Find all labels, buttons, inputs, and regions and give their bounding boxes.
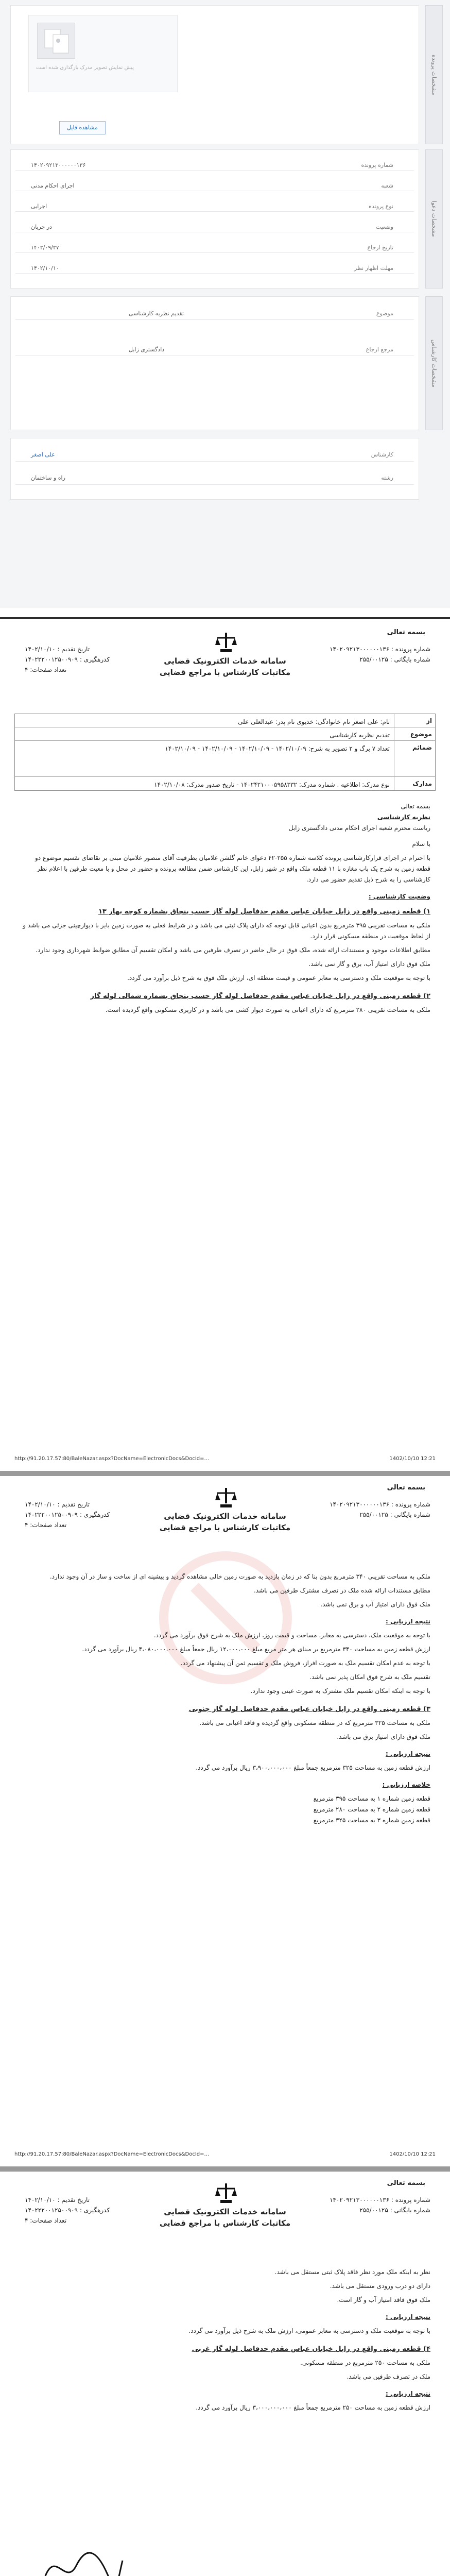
addressee: ریاست محترم شعبه اجرای احکام مدنی دادگستری زابل [288, 824, 430, 832]
row-label: شماره پرونده [361, 162, 393, 168]
case-info-block [327, 644, 430, 665]
item-heading: ۴) قطعه زمینی واقع در زابل خیابان عباس مقدم حدفاصل لوله گاز غربی [192, 2345, 430, 2353]
meta-table [14, 714, 436, 791]
page-footer [14, 1456, 436, 1464]
view-file-button[interactable]: مشاهده فایل [59, 121, 106, 134]
section-heading: خلاصه ارزیابی : [382, 1781, 430, 1788]
archive-number: شماره بایگانی : ۲۵۵/۰۰۱۲۵ [359, 656, 430, 663]
bismillah: بسمه تعالی [387, 2179, 425, 2187]
paragraph: با توجه به موقعیت ملک و دسترسی به معابر عمومی و قیمت منطقه ای، ارزش ملک فوق به شرح ذیل برآورد می گردد. [127, 974, 430, 981]
case-info-block [327, 2195, 430, 2215]
page-footer [14, 2151, 436, 2160]
page-count: تعداد صفحات: ۴ [25, 1521, 67, 1529]
paragraph: با احترام در اجرای قرارکارشناسی پرونده کلاسه شماره ۲۵۵-۴۲ دعوای خانم گلشن غلامیان بطرفیت آقای منصور غلامیان مبنی بر تقاضای تقسیم موضوع دو قطعه زمین به شرح یک باب مغازه با ۱۱ قطعه ملک واقع در شهر زابل، این کارشناس ضمن مطالعه پرونده و حضور در محل و با معیت طرفین با اعلام نظر کارشناسی را به شرح ذیل تقدیم حضور می دارد. [34, 854, 430, 883]
item-heading: ۱) قطعه زمینی واقع در زابل خیابان عباس مقدم حدفاصل لوله گاز حسب بنچاق بشماره کوچه بهار ۱۳ [98, 908, 430, 916]
row-value: تقدیم نظریه کارشناسی [129, 310, 184, 317]
document-thumbnail[interactable] [28, 15, 178, 92]
row-value: ۱۴۰۲/۱۰/۱۰ [31, 265, 59, 272]
meta-value: تقدیم نظریه کارشناسی [330, 732, 390, 739]
org-subtitle: مکاتبات کارشناس با مراجع قضایی [159, 2218, 291, 2228]
paragraph: ملک در تصرف طرفین می باشد. [347, 2373, 430, 2380]
paragraph: ملکی به مساحت تقریبی ۳۴۰ مترمربع بدون بنا که در زمان بازدید به صورت زمین خالی مشاهده گردید و پیشینه ای از ساخت و ساز در آن وجود ندارد. [49, 1573, 430, 1580]
paragraph: ملکی به مساحت تقریبی ۳۹۵ مترمربع بدون اعیانی قابل توجه که دارای پلاک ثبتی می باشد و در شرایط فعلی به صورت زمین بایر با دیوارچینی جزئی می باشد و از لحاظ موقعیت در منطقه مسکونی قرار دارد. [23, 922, 430, 940]
org-subtitle: مکاتبات کارشناس با مراجع قضایی [159, 668, 291, 677]
letter-page-1 [4, 623, 446, 1468]
footer-url: http://91.20.17.57:80/BaleNazar.aspx?DocName=ElectronicDocs&DocId=... [14, 1456, 210, 1462]
row-label: وضعیت [375, 224, 393, 230]
archive-number: شماره بایگانی : ۲۵۵/۰۰۱۲۵ [359, 1511, 430, 1518]
list-item: قطعه زمین شماره ۲ به مساحت ۲۸۰ مترمربع [313, 1806, 430, 1813]
archive-number: شماره بایگانی : ۲۵۵/۰۰۱۲۵ [359, 2207, 430, 2214]
page-separator [0, 1471, 450, 1476]
item-heading: ۲) قطعه زمینی واقع در زابل خیابان عباس مقدم حدفاصل لوله گاز حسب بنچاق بشماره شمالی لوله گاز [90, 992, 430, 1000]
meta-value: تعداد ۷ برگ و ۲ تصویر به شرح: ۱۴۰۲/۱۰/۰۹ - ۱۴۰۲/۱۰/۰۹ - ۱۴۰۲/۱۰/۰۹ - ۱۴۰۲/۱۰/۰۹ [165, 745, 390, 752]
row-value[interactable]: علی اصغر [31, 451, 55, 458]
footer-url: http://91.20.17.57:80/BaleNazar.aspx?DocName=ElectronicDocs&DocId=... [14, 2151, 210, 2157]
letter-body [20, 1571, 430, 1826]
list-item: قطعه زمین شماره ۱ به مساحت ۳۹۵ مترمربع [313, 1795, 430, 1802]
tracking-code: کدرهگیری : ۱۴۰۲۲۲۰۰۱۲۵۰۰۹۰۹ [25, 656, 110, 663]
paragraph: با توجه به عدم امکان تقسیم ملک به صورت افراز، فروش ملک و تقسیم ثمن آن پیشنهاد می گردد. [180, 1659, 430, 1667]
judiciary-emblem-icon [215, 2181, 237, 2205]
letter-body [20, 2267, 430, 2413]
paragraph: تقسیم ملک به شرح فوق امکان پذیر نمی باشد. [309, 1673, 430, 1681]
letter-body [20, 801, 430, 1015]
row-value: ۱۴۰۲/۰۹/۲۷ [31, 244, 59, 251]
subject-panel [10, 296, 419, 430]
section-heading: نتیجه ارزیابی : [386, 2313, 430, 2320]
org-subtitle: مکاتبات کارشناس با مراجع قضایی [159, 1523, 291, 1532]
meta-key: موضوع [394, 727, 435, 740]
salutation: بسمه تعالی [401, 803, 430, 810]
letter-header [4, 2174, 446, 2262]
paragraph: نظر به اینکه ملک مورد نظر فاقد پلاک ثبتی مستقل می باشد. [274, 2268, 430, 2276]
meta-key: از [394, 714, 435, 727]
paragraph: مطابق اطلاعات موجود و مستندات ارائه شده، ملک فوق در حال حاضر در تصرف طرفین می باشد و امکان تقسیم آن مطابق ضوابط شهرداری وجود ندارد. [36, 946, 430, 954]
org-title: سامانه خدمات الکترونیک قضایی [164, 1512, 286, 1521]
submit-date: تاریخ تقدیم : ۱۴۰۲/۱۰/۱۰ [25, 2196, 90, 2204]
case-number: شماره پرونده : ۱۴۰۲۰۹۲۱۳۰۰۰۰۰۰۱۳۶ [330, 646, 430, 653]
row-label: رشته [381, 474, 393, 481]
row-value: ۱۴۰۲۰۹۲۱۳۰۰۰۰۰۰۱۳۶ [31, 162, 86, 168]
tracking-code: کدرهگیری : ۱۴۰۲۲۲۰۰۱۲۵۰۰۹۰۹ [25, 2207, 110, 2214]
row-label: موضوع [376, 310, 393, 317]
submit-date: تاریخ تقدیم : ۱۴۰۲/۱۰/۱۰ [25, 646, 90, 653]
thumbnail-caption: پیش نمایش تصویر مدرک بارگذاری شده است [36, 65, 134, 71]
row-label: نوع پرونده [369, 203, 393, 210]
paragraph: ملک فوق دارای امتیاز آب، برق و گاز نمی باشد. [308, 960, 430, 968]
row-value: اجرایی [31, 203, 47, 210]
bismillah: بسمه تعالی [387, 1484, 425, 1492]
case-number: شماره پرونده : ۱۴۰۲۰۹۲۱۳۰۰۰۰۰۰۱۳۶ [330, 1501, 430, 1508]
section-heading: نتیجه ارزیابی : [386, 1750, 430, 1757]
submission-info-block [25, 644, 133, 675]
footer-timestamp: 1402/10/10 12:21 [389, 2151, 436, 2157]
section-heading: نتیجه ارزیابی : [386, 2390, 430, 2397]
tracking-code: کدرهگیری : ۱۴۰۲۲۲۰۰۱۲۵۰۰۹۰۹ [25, 1511, 110, 1518]
row-label: مهلت اظهار نظر [354, 265, 393, 272]
subject: نظریه کارشناسی [377, 814, 430, 821]
paragraph: مطابق مستندات ارائه شده ملک در تصرف مشترک طرفین می باشد. [253, 1587, 430, 1594]
tab-claim-info[interactable]: مشخصات دعوا [425, 149, 443, 289]
bismillah: بسمه تعالی [387, 629, 425, 636]
page-count: تعداد صفحات: ۴ [25, 2217, 67, 2224]
meta-key: مدارک [394, 777, 435, 790]
case-info-block [327, 1499, 430, 1520]
org-title: سامانه خدمات الکترونیک قضایی [164, 656, 286, 666]
letter-page-2 [4, 1479, 446, 2164]
paragraph: ارزش قطعه زمین به مساحت ۳۴۰ مترمربع بر مبنای هر متر مربع مبلغ ۱۲،۰۰۰،۰۰۰ ریال جمعاً مبلغ ۴،۰۸۰،۰۰۰،۰۰۰ ریال برآورد می گردد. [82, 1646, 430, 1653]
document-preview-panel [10, 5, 419, 144]
paragraph: ملکی به مساحت تقریبی ۲۸۰ مترمربع که دارای اعیانی به صورت دیوار کشی می باشد و در کاربری مسکونی واقع گردیده است. [105, 1006, 430, 1013]
submission-info-block [25, 1499, 133, 1530]
submission-info-block [25, 2195, 133, 2226]
paragraph: با توجه به موقعیت ملک و دسترسی به معابر عمومی، ارزش ملک به شرح ذیل برآورد می گردد. [188, 2327, 430, 2334]
signature-icon [35, 2545, 128, 2576]
section-heading: وضعیت کارشناسی : [368, 893, 430, 900]
judiciary-emblem-icon [215, 1486, 237, 1510]
paragraph: ملک فوق دارای امتیاز برق می باشد. [337, 1733, 430, 1740]
tab-case-info[interactable]: مشخصات پرونده [425, 5, 443, 144]
paragraph: با توجه به اینکه امکان تقسیم ملک مشترک به صورت عینی وجود ندارد. [250, 1687, 430, 1694]
meta-key: ضمائم [394, 741, 435, 776]
paragraph: دارای دو درب ورودی مستقل می باشد. [330, 2282, 430, 2290]
page-count: تعداد صفحات: ۴ [25, 666, 67, 673]
meta-value: نوع مدرک: اطلاعیه . شماره مدرک: ۱۴۰۲۴۲۱۰۰۰۵۹۵۸۳۳۲ - تاریخ صدور مدرک: ۱۴۰۲/۱۰/۰۸ [154, 781, 390, 788]
section-heading: نتیجه ارزیابی : [386, 1618, 430, 1625]
paragraph: ملک فوق فاقد امتیاز آب و گاز است. [337, 2296, 430, 2303]
list-item: قطعه زمین شماره ۳ به مساحت ۳۲۵ مترمربع [313, 1817, 430, 1824]
row-value: اجرای احکام مدنی [31, 182, 75, 189]
submit-date: تاریخ تقدیم : ۱۴۰۲/۱۰/۱۰ [25, 1501, 90, 1508]
case-number: شماره پرونده : ۱۴۰۲۰۹۲۱۳۰۰۰۰۰۰۱۳۶ [330, 2196, 430, 2204]
row-label: کارشناس [371, 451, 393, 458]
row-value: دادگستری زابل [129, 346, 165, 353]
letter-header [4, 623, 446, 711]
row-label: مرجع ارجاع [366, 346, 393, 353]
row-label: شعبه [381, 182, 393, 189]
paragraph: با توجه به موقعیت ملک، دسترسی به معابر، مساحت و قیمت روز، ارزش ملک به شرح فوق برآورد می گردد. [153, 1632, 430, 1639]
portal-screen [0, 0, 450, 608]
section-divider [0, 617, 450, 619]
paragraph: ملکی به مساحت ۲۵۰ مترمربع در منطقه مسکونی. [300, 2359, 430, 2366]
org-title: سامانه خدمات الکترونیک قضایی [164, 2207, 286, 2216]
item-heading: ۳) قطعه زمینی واقع در زابل خیابان عباس مقدم حدفاصل لوله گاز جنوبی [188, 1705, 430, 1713]
page-separator [0, 2166, 450, 2172]
judiciary-emblem-icon [215, 631, 237, 654]
paragraph: ملکی به مساحت ۳۲۵ مترمربع که در منطقه مسکونی واقع گردیده و فاقد اعیانی می باشد. [199, 1719, 430, 1726]
letter-page-3 [4, 2174, 446, 2576]
paragraph: ارزش قطعه زمین به مساحت ۲۵۰ مترمربع جمعاً مبلغ ۳،۰۰۰،۰۰۰،۰۰۰ ریال برآورد می گردد. [196, 2404, 430, 2411]
footer-timestamp: 1402/10/10 12:21 [389, 1456, 436, 1462]
row-value: در جریان [31, 224, 53, 230]
meta-value: نام: علی اصغر نام خانوادگی: خدیوی نام پدر: عبدالعلی علی [238, 718, 390, 725]
greeting: با سلام [412, 840, 430, 848]
row-label: تاریخ ارجاع [367, 244, 393, 251]
tab-expert-info[interactable]: مشخصات کارشناس [425, 296, 443, 430]
paragraph: ملک فوق دارای امتیاز آب و برق نمی باشد. [320, 1601, 430, 1608]
paragraph: ارزش قطعه زمین به مساحت ۳۲۵ مترمربع جمعاً مبلغ ۳،۹۰۰،۰۰۰،۰۰۰ ریال برآورد می گردد. [196, 1764, 430, 1771]
expert-panel [10, 438, 419, 500]
row-value: راه و ساختمان [31, 474, 65, 481]
image-placeholder-icon [37, 23, 75, 59]
